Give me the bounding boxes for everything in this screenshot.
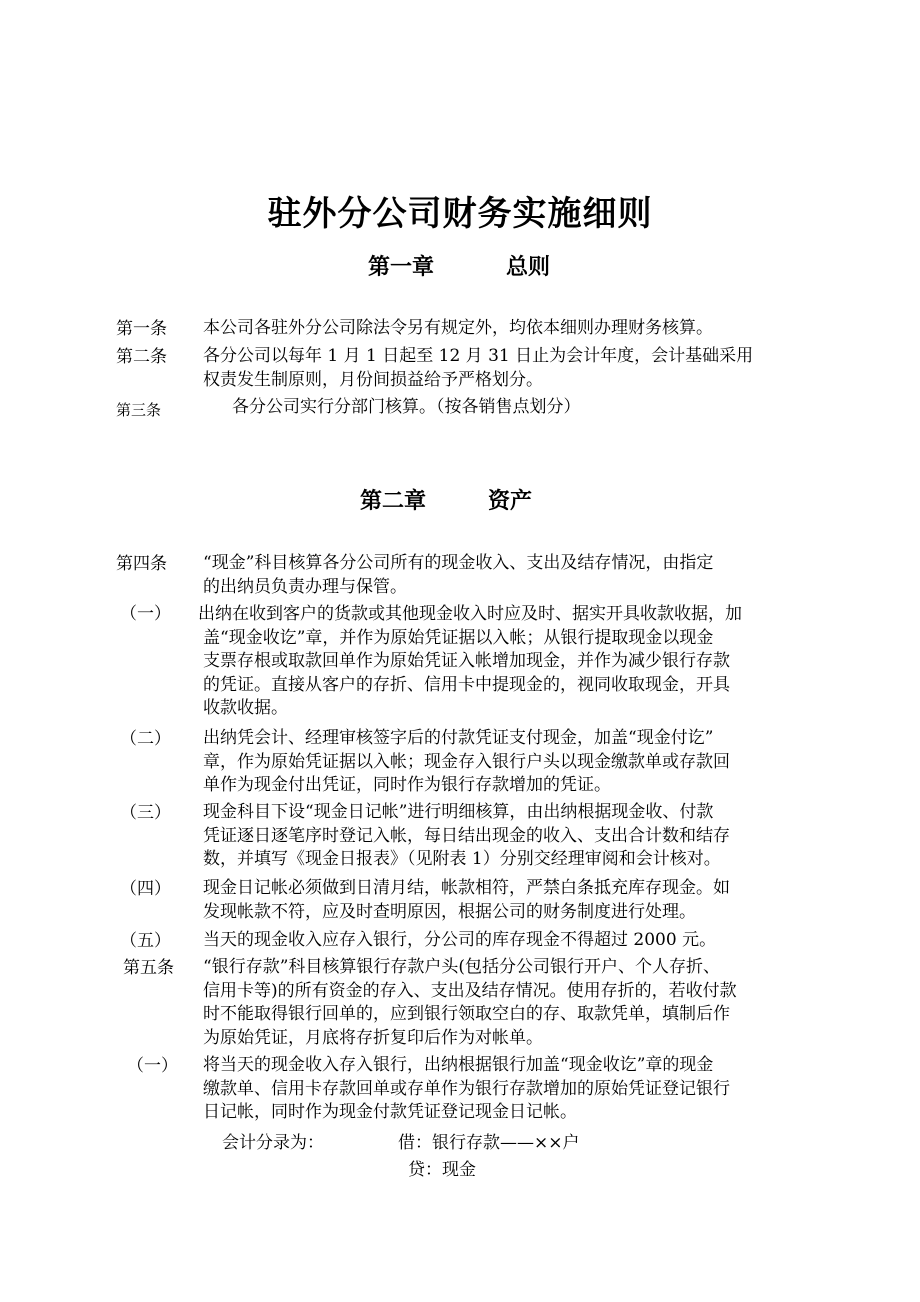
article-4-line: “现金”科目核算各分公司所有的现金收入、支出及结存情况，由指定 <box>203 553 714 573</box>
clause-4-1-line: 支票存根或取款回单作为原始凭证入帐增加现金，并作为减少银行存款 <box>203 651 730 671</box>
clause-4-1-line: 收款收据。 <box>203 698 288 718</box>
article-2-text <box>203 345 753 392</box>
clause-5-1-line: 将当天的现金收入存入银行，出纳根据银行加盖“现金收讫”章的现金 <box>203 1055 714 1075</box>
clause-4-3-line: 现金科目下设“现金日记帐”进行明细核算，由出纳根据现金收、付款 <box>203 802 714 822</box>
article-4-text <box>203 552 713 599</box>
clause-4-3-text <box>203 801 730 872</box>
document-title: 驻外分公司财务实施细则 <box>267 194 653 234</box>
chapter-1-name: 总则 <box>506 254 551 280</box>
article-1-label: 第一条 <box>116 319 167 339</box>
clause-4-2-line: 出纳凭会计、经理审核签字后的付款凭证支付现金，加盖“现金付讫” <box>203 728 714 748</box>
article-3-line: 各分公司实行分部门核算。（按各销售点划分） <box>232 397 581 417</box>
clause-4-5-text <box>203 929 716 953</box>
journal-entry-debit: 借：银行存款——××户 <box>398 1133 580 1153</box>
clause-4-1-label: （一） <box>120 604 171 624</box>
journal-entry-credit: 贷：现金 <box>408 1160 476 1180</box>
clause-5-1-label: （一） <box>127 1056 178 1076</box>
clause-5-1-line: 缴款单、信用卡存款回单或存单作为银行存款增加的原始凭证登记银行 <box>203 1078 730 1099</box>
article-5-text <box>203 956 737 1050</box>
clause-4-2-text <box>203 727 730 798</box>
clause-4-5-label: （五） <box>120 931 171 951</box>
article-3-label: 第三条 <box>116 401 162 419</box>
clause-4-3-label: （三） <box>120 803 171 823</box>
clause-4-4-line: 发现帐款不符，应及时查明原因，根据公司的财务制度进行处理。 <box>203 901 696 922</box>
clause-4-4-line: 现金日记帐必须做到日清月结，帐款相符，严禁白条抵充库存现金。如 <box>203 878 730 898</box>
clause-4-2-line: 章，作为原始凭证据以入帐；现金存入银行户头以现金缴款单或存款回 <box>203 751 730 772</box>
clause-4-1-line: 盖“现金收讫”章，并作为原始凭证据以入帐；从银行提取现金以现金 <box>203 627 714 648</box>
article-5-label: 第五条 <box>123 958 174 978</box>
clause-4-3-line: 数，并填写《现金日报表》（见附表 1）分别交经理审阅和会计核对。 <box>203 849 721 869</box>
clause-4-3-line: 凭证逐日逐笔序时登记入帐，每日结出现金的收入、支出合计数和结存 <box>203 825 730 846</box>
article-4-label: 第四条 <box>116 554 167 574</box>
clause-4-2-label: （二） <box>120 729 171 749</box>
article-2-line: 各分公司以每年 1 月 1 日起至 12 月 31 日止为会计年度，会计基础采用 <box>203 346 754 366</box>
journal-entry-label: 会计分录为： <box>222 1133 324 1153</box>
article-1-text <box>203 317 713 341</box>
chapter-2-number: 第二章 <box>360 488 427 514</box>
article-5-line: 为原始凭证，月底将存折复印后作为对帐单。 <box>203 1027 543 1048</box>
article-4-line: 的出纳员负责办理与保管。 <box>203 576 407 597</box>
article-5-line: “银行存款”科目核算银行存款户头(包括分公司银行开户、个人存折、 <box>203 957 721 977</box>
article-1-line: 本公司各驻外分公司除法令另有规定外，均依本细则办理财务核算。 <box>203 318 713 338</box>
article-2-label: 第二条 <box>116 347 167 367</box>
clause-4-2-line: 单作为现金付出凭证，同时作为银行存款增加的凭证。 <box>203 775 611 795</box>
chapter-1-number: 第一章 <box>368 254 435 280</box>
clause-4-4-label: （四） <box>120 879 171 899</box>
clause-5-1-line: 日记帐，同时作为现金付款凭证登记现金日记帐。 <box>203 1102 577 1122</box>
article-5-line: 信用卡等)的所有资金的存入、支出及结存情况。使用存折的，若收付款 <box>203 980 737 1001</box>
clause-5-1-text <box>203 1054 730 1125</box>
clause-4-1-line: 的凭证。直接从客户的存折、信用卡中提现金的，视同收取现金，开具 <box>203 674 730 695</box>
article-5-line: 时不能取得银行回单的，应到银行领取空白的存、取款凭单，填制后作 <box>203 1004 730 1024</box>
clause-4-5-line: 当天的现金收入应存入银行，分公司的库存现金不得超过 2000 元。 <box>203 930 717 950</box>
clause-4-1-text <box>198 603 742 721</box>
article-2-line: 权责发生制原则，月份间损益给予严格划分。 <box>203 369 543 390</box>
article-3-text <box>232 396 581 420</box>
clause-4-4-text <box>203 877 730 924</box>
chapter-2-name: 资产 <box>488 488 533 514</box>
clause-4-1-line: 出纳在收到客户的货款或其他现金收入时应及时、据实开具收款收据，加 <box>198 604 742 624</box>
